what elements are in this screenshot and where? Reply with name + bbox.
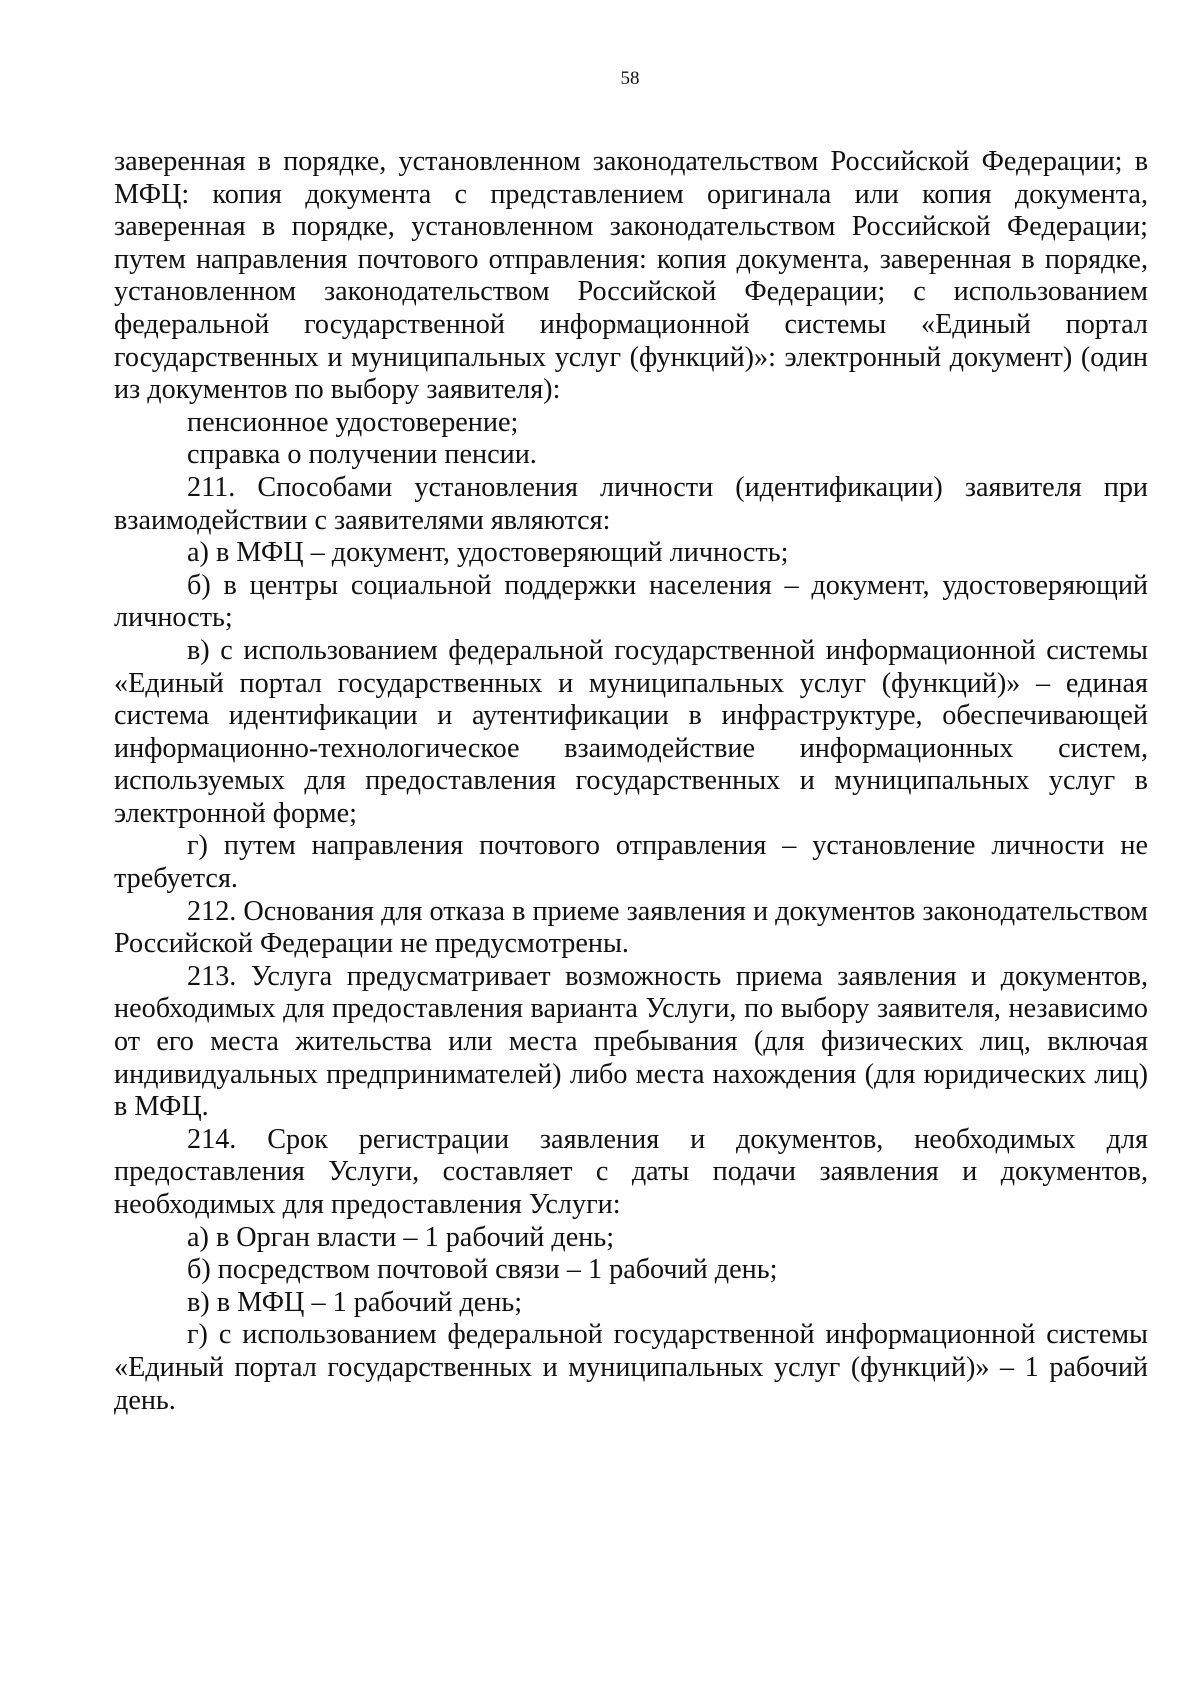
paragraph-item-214-b: б) посредством почтовой связи – 1 рабочий день; [187, 1254, 778, 1286]
paragraph-item-214-a: а) в Орган власти – 1 рабочий день; [187, 1221, 615, 1253]
paragraph-item-212: 212. Основания для отказа в приеме заявления и документов законодательством Российской Федерации не предусмотрены. [114, 895, 1148, 960]
page-number: 58 [620, 68, 640, 89]
paragraph-item-211-a: а) в МФЦ – документ, удостоверяющий личность; [187, 537, 789, 569]
paragraph-item-211-v: в) с использованием федеральной государственной информационной системы «Единый портал государственных и муниципальных услуг (функций)» – единая система идентификации и аутентификации в инфраструктуре, обеспечивающей информационно-технологическое взаимодействие информационных систем, используемых для предоставления государственных и муниципальных услуг в электронной форме; [114, 634, 1148, 829]
paragraph-pension-reference: справка о получении пенсии. [187, 439, 537, 471]
paragraph-continuation: заверенная в порядке, установленном законодательством Российской Федерации; в МФЦ: копия документа с представлением оригинала или копия документа, заверенная в порядке, установленном законодательством Российской Федерации; путем направления почтового отправления: копия документа, заверенная в порядке, установленном законодательством Российской Федерации; с использованием федеральной государственной информационной системы «Единый портал государственных и муниципальных услуг (функций)»: электронный документ) (один из документов по выбору заявителя): [114, 146, 1148, 406]
paragraph-item-214-v: в) в МФЦ – 1 рабочий день; [187, 1286, 523, 1318]
paragraph-item-211-g: г) путем направления почтового отправления – установление личности не требуется. [114, 830, 1148, 895]
paragraph-item-214-g: г) с использованием федеральной государственной информационной системы «Единый портал государственных и муниципальных услуг (функций)» – 1 рабочий день. [114, 1319, 1148, 1416]
document-body [114, 146, 1148, 1417]
paragraph-item-214: 214. Срок регистрации заявления и документов, необходимых для предоставления Услуги, составляет с даты подачи заявления и документов, необходимых для предоставления Услуги: [114, 1123, 1148, 1220]
paragraph-item-211: 211. Способами установления личности (идентификации) заявителя при взаимодействии с заявителями являются: [114, 471, 1148, 536]
paragraph-pension-certificate: пенсионное удостоверение; [187, 406, 519, 438]
paragraph-item-211-b: б) в центры социальной поддержки населения – документ, удостоверяющий личность; [114, 569, 1148, 634]
paragraph-item-213: 213. Услуга предусматривает возможность приема заявления и документов, необходимых для предоставления варианта Услуги, по выбору заявителя, независимо от его места жительства или места пребывания (для физических лиц, включая индивидуальных предпринимателей) либо места нахождения (для юридических лиц) в МФЦ. [114, 960, 1148, 1123]
